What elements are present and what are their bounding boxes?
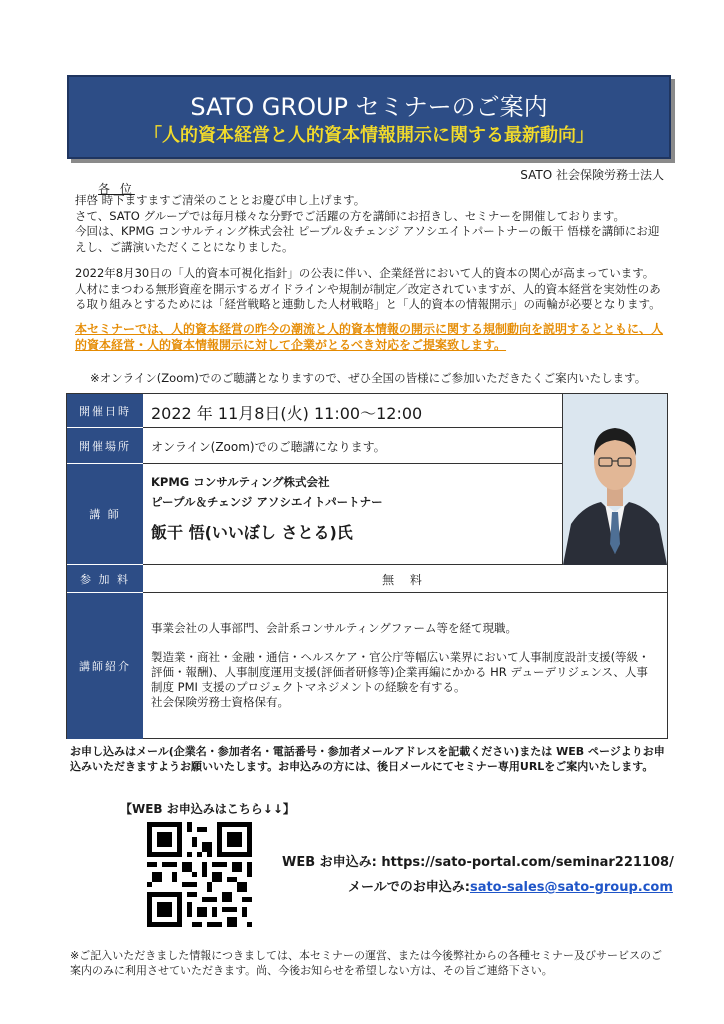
lecturer-title: ピープル＆チェンジ アソシエイトパートナー — [151, 495, 383, 509]
venue-value: オンライン(Zoom)でのご聴講になります。 — [143, 428, 562, 464]
date-label: 開催日時 — [67, 394, 143, 428]
intro-line-2: さて、SATO グループでは毎月様々な分野でご活躍の方を講師にお招きし、セミナーを開催しております。 — [75, 208, 625, 223]
lecturer-label: 講 師 — [67, 464, 143, 565]
banner-subtitle: 「人的資本経営と人的資本情報開示に関する最新動向」 — [144, 125, 594, 146]
privacy-footnote: ※ご記入いただきました情報につきましては、本セミナーの運営、または今後弊社からの各種セミナー及びサービスのご案内のみに利用させていただきます。尚、今後お知らせを希望しない方は、その旨ご連絡下さい。 — [70, 949, 662, 977]
profile-line-3: 社会保険労務士資格保有。 — [151, 695, 289, 709]
profile-line-2: 製造業・商社・金融・通信・ヘルスケア・官公庁等幅広い業界において人事制度設計支援(等級・評価・報酬)、人事制度運用支援(評価者研修等)企業再編にかかる HR デューデリジェンス、人事制度 PMI 支援のプロジェクトマネジメントの経験を有する。 — [151, 650, 650, 694]
fee-label: 参 加 料 — [67, 565, 143, 593]
highlight-text: 本セミナーでは、人的資本経営の昨今の潮流と人的資本情報の開示に関する規制動向を説明するとともに、人的資本経営・人的資本情報開示に対して企業がとるべき対応をご提案致します。 — [75, 322, 664, 352]
mail-prefix: メールでのお申込み: — [348, 880, 470, 895]
background-line-1: 2022年8月30日の「人的資本可視化指針」の公表に伴い、企業経営において人的資本の関心が高まっています。 — [75, 266, 655, 280]
qr-code[interactable] — [147, 822, 252, 927]
fee-value: 無 料 — [143, 565, 667, 593]
lecturer-name: 飯干 悟(いいぼし さとる)氏 — [151, 523, 353, 542]
highlight-paragraph — [75, 321, 670, 353]
qr-label: 【WEB お申込みはこちら↓↓】 — [120, 802, 295, 816]
intro-line-3: 今回は、KPMG コンサルティング株式会社 ピープル＆チェンジ アソシエイトパートナーの飯干 悟様を講師にお迎えし、ご講演いただくことになりました。 — [75, 224, 660, 254]
date-value: 2022 年 11月8日(火) 11:00～12:00 — [143, 394, 562, 428]
application-instructions: お申し込みはメール(企業名・参加者名・電話番号・参加者メールアドレスを記載ください)または WEB ページよりお申込みいただきますようお願いいたします。お申込みの方には、後日メールにてセミナー専用URLをご案内いたします。 — [70, 745, 665, 773]
banner-title: SATO GROUP セミナーのご案内 — [190, 93, 548, 121]
lecturer-portrait-image — [563, 394, 667, 565]
online-note: ※オンライン(Zoom)でのご聴講となりますので、ぜひ全国の皆様にご参加いただきたくご案内いたします。 — [90, 371, 647, 385]
organizer-name: SATO 社会保険労務士法人 — [520, 168, 664, 182]
lecturer-value — [143, 464, 562, 565]
profile-label: 講師紹介 — [67, 593, 143, 739]
lecturer-company: KPMG コンサルティング株式会社 — [151, 475, 330, 489]
web-apply-link[interactable]: WEB お申込み: https://sato-portal.com/seminar221108/ — [282, 855, 674, 870]
intro-line-1: 拝啓 時下ますますご清栄のこととお慶び申し上げます。 — [75, 193, 366, 207]
background-paragraph — [75, 266, 670, 313]
venue-label: 開催場所 — [67, 428, 143, 464]
background-line-2: 人材にまつわる無形資産を開示するガイドラインや規制が制定／改定されていますが、人的資本経営を実効性のある取り組みとするためには「経営戦略と連動した人材戦略」と「人的資本の情報開示」の両輪が必要となります。 — [75, 281, 661, 311]
profile-value — [143, 593, 667, 739]
seminar-details-table — [66, 393, 668, 739]
profile-line-1: 事業会社の人事部門、会計系コンサルティングファーム等を経て現職。 — [151, 621, 518, 635]
lecturer-photo — [562, 394, 667, 565]
mail-address-link[interactable]: sato-sales@sato-group.com — [469, 880, 673, 895]
greeting: 各 位 — [98, 182, 135, 196]
title-banner — [67, 75, 671, 159]
intro-paragraph — [75, 193, 670, 255]
mail-apply — [348, 876, 673, 895]
